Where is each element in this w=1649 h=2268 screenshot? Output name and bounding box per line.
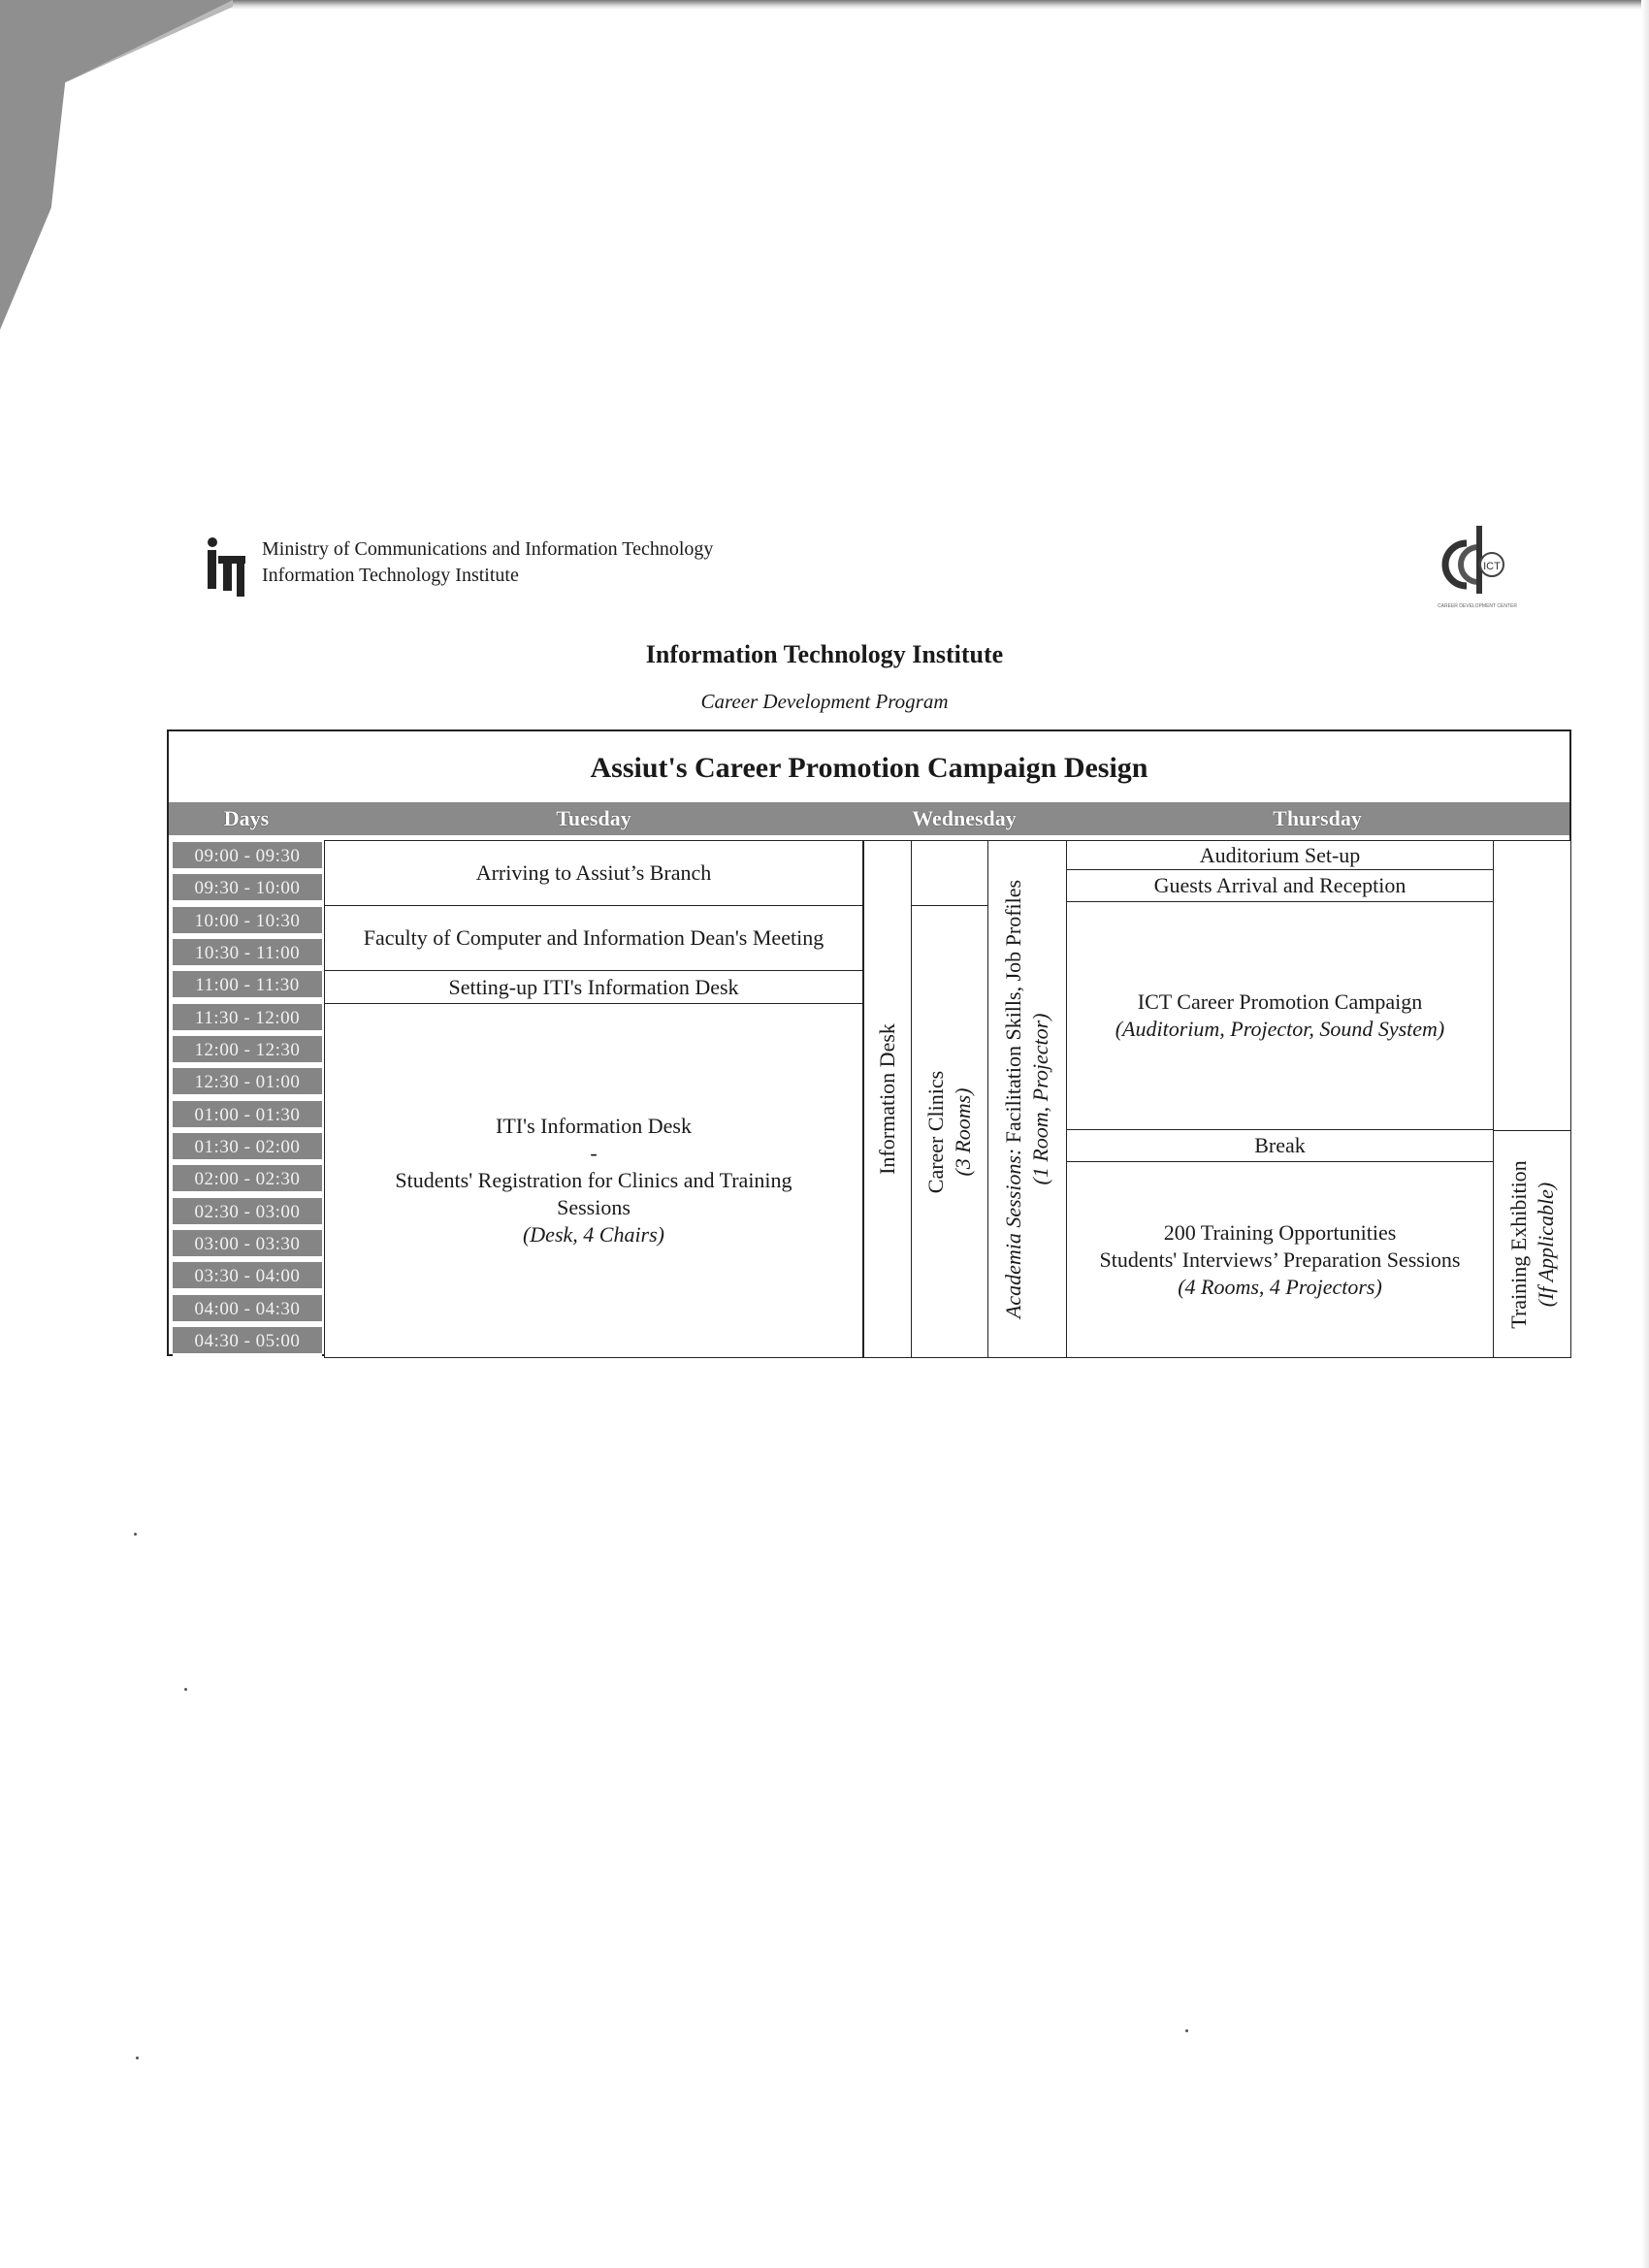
tuesday-setup-desk-text: Setting-up ITI's Information Desk <box>448 974 739 999</box>
time-slot: 09:00 - 09:30 <box>173 842 322 871</box>
document-title: Information Technology Institute <box>645 640 1004 668</box>
time-slot: 12:30 - 01:00 <box>173 1068 322 1097</box>
scan-speck <box>134 1533 137 1536</box>
thursday-exhibition <box>1493 1130 1571 1358</box>
academia-note: (1 Room, Projector) <box>1028 1013 1052 1185</box>
ministry-lines <box>262 536 713 589</box>
tuesday-dash: - <box>590 1141 598 1165</box>
thursday-campaign <box>1066 901 1494 1130</box>
time-slot: 12:00 - 12:30 <box>173 1036 322 1065</box>
schedule-table-title: Assiut's Career Promotion Campaign Design <box>590 752 1148 784</box>
thursday-break <box>1066 1129 1494 1162</box>
scan-speck <box>1185 2029 1188 2032</box>
time-slot: 01:30 - 02:00 <box>173 1133 322 1162</box>
thursday-interviews-prep: Students' Interviews’ Preparation Sessions <box>1099 1247 1461 1272</box>
thursday-exhibition-text <box>1505 1160 1560 1328</box>
wednesday-info-desk-text: Information Desk <box>875 1023 899 1175</box>
wednesday-career-clinics <box>911 905 988 1358</box>
academia-label: Academia Sessions: <box>1001 1148 1025 1319</box>
time-slot: 02:00 - 02:30 <box>173 1165 322 1194</box>
ministry-name: Ministry of Communications and Information Technology <box>262 538 714 560</box>
tuesday-dean-meeting-text: Faculty of Computer and Information Dean's Meeting <box>363 925 824 950</box>
career-clinics-title: Career Clinics <box>923 1070 948 1193</box>
thursday-right-top-empty <box>1493 840 1571 1131</box>
tuesday-registration-line2: Sessions <box>557 1195 630 1219</box>
thursday-campaign-note: (Auditorium, Projector, Sound System) <box>1115 1017 1445 1041</box>
thursday-interviews-note: (4 Rooms, 4 Projectors) <box>1178 1274 1382 1299</box>
scan-speck <box>136 2057 139 2059</box>
thursday-auditorium-setup <box>1066 840 1494 870</box>
cdc-logo-text: ICT <box>1483 561 1501 572</box>
exhibition-title: Training Exhibition <box>1505 1159 1531 1329</box>
academia-topics: Facilitation Skills, Job Profiles <box>1001 879 1025 1149</box>
wednesday-academia-text <box>1000 880 1054 1318</box>
thursday-campaign-title: ICT Career Promotion Campaign <box>1137 989 1423 1014</box>
institute-name: Information Technology Institute <box>262 565 519 586</box>
tuesday-setup-desk <box>324 970 863 1004</box>
time-slot: 01:00 - 01:30 <box>173 1101 322 1130</box>
cdc-logo-icon <box>1434 522 1521 611</box>
tuesday-arriving-text: Arriving to Assiut’s Branch <box>475 860 712 885</box>
header-wednesday: Wednesday <box>863 802 1065 835</box>
thursday-training-opportunities <box>1066 1161 1494 1358</box>
time-slot: 10:00 - 10:30 <box>173 907 322 936</box>
tuesday-registration-note: (Desk, 4 Chairs) <box>522 1222 665 1247</box>
tuesday-info-desk-title: ITI's Information Desk <box>496 1114 692 1138</box>
thursday-break-text: Break <box>1254 1133 1306 1157</box>
tuesday-arriving <box>324 840 863 906</box>
thursday-auditorium-setup-text: Auditorium Set-up <box>1199 842 1361 867</box>
document-subtitle: Career Development Program <box>700 690 949 713</box>
time-slot: 04:00 - 04:30 <box>173 1295 322 1324</box>
tuesday-dean-meeting <box>324 905 863 971</box>
time-slot: 11:30 - 12:00 <box>173 1004 322 1033</box>
thursday-training-opps: 200 Training Opportunities <box>1163 1219 1397 1245</box>
time-slot: 04:30 - 05:00 <box>173 1327 322 1356</box>
scan-shadow-top <box>0 0 1649 10</box>
scan-speck <box>184 1688 187 1691</box>
time-slot: 03:30 - 04:00 <box>173 1262 322 1291</box>
header-thursday: Thursday <box>1065 802 1569 835</box>
tuesday-registration-line1: Students' Registration for Clinics and Training <box>395 1168 792 1192</box>
header-tuesday: Tuesday <box>324 802 863 835</box>
scan-folded-corner <box>0 0 233 330</box>
time-slot: 10:30 - 11:00 <box>173 939 322 968</box>
wednesday-clinics-top-empty <box>911 840 988 906</box>
iti-logo-icon <box>204 536 248 597</box>
time-slot: 09:30 - 10:00 <box>173 874 322 903</box>
cdc-logo-caption: CAREER DEVELOPMENT CENTER <box>1438 603 1517 609</box>
wednesday-info-desk <box>863 840 912 1358</box>
scan-right-edge <box>1641 0 1649 2268</box>
time-slot: 03:00 - 03:30 <box>173 1230 322 1259</box>
header-days: Days <box>169 802 324 835</box>
career-clinics-note: (3 Rooms) <box>951 1086 975 1177</box>
time-slot: 11:00 - 11:30 <box>173 971 322 1000</box>
thursday-guests-arrival <box>1066 869 1494 902</box>
wednesday-career-clinics-text <box>922 1070 977 1192</box>
thursday-guests-arrival-text: Guests Arrival and Reception <box>1153 873 1406 897</box>
wednesday-academia <box>987 840 1067 1358</box>
tuesday-info-desk <box>324 1003 863 1358</box>
time-slot: 02:30 - 03:00 <box>173 1198 322 1227</box>
exhibition-note: (If Applicable) <box>1533 1182 1558 1307</box>
